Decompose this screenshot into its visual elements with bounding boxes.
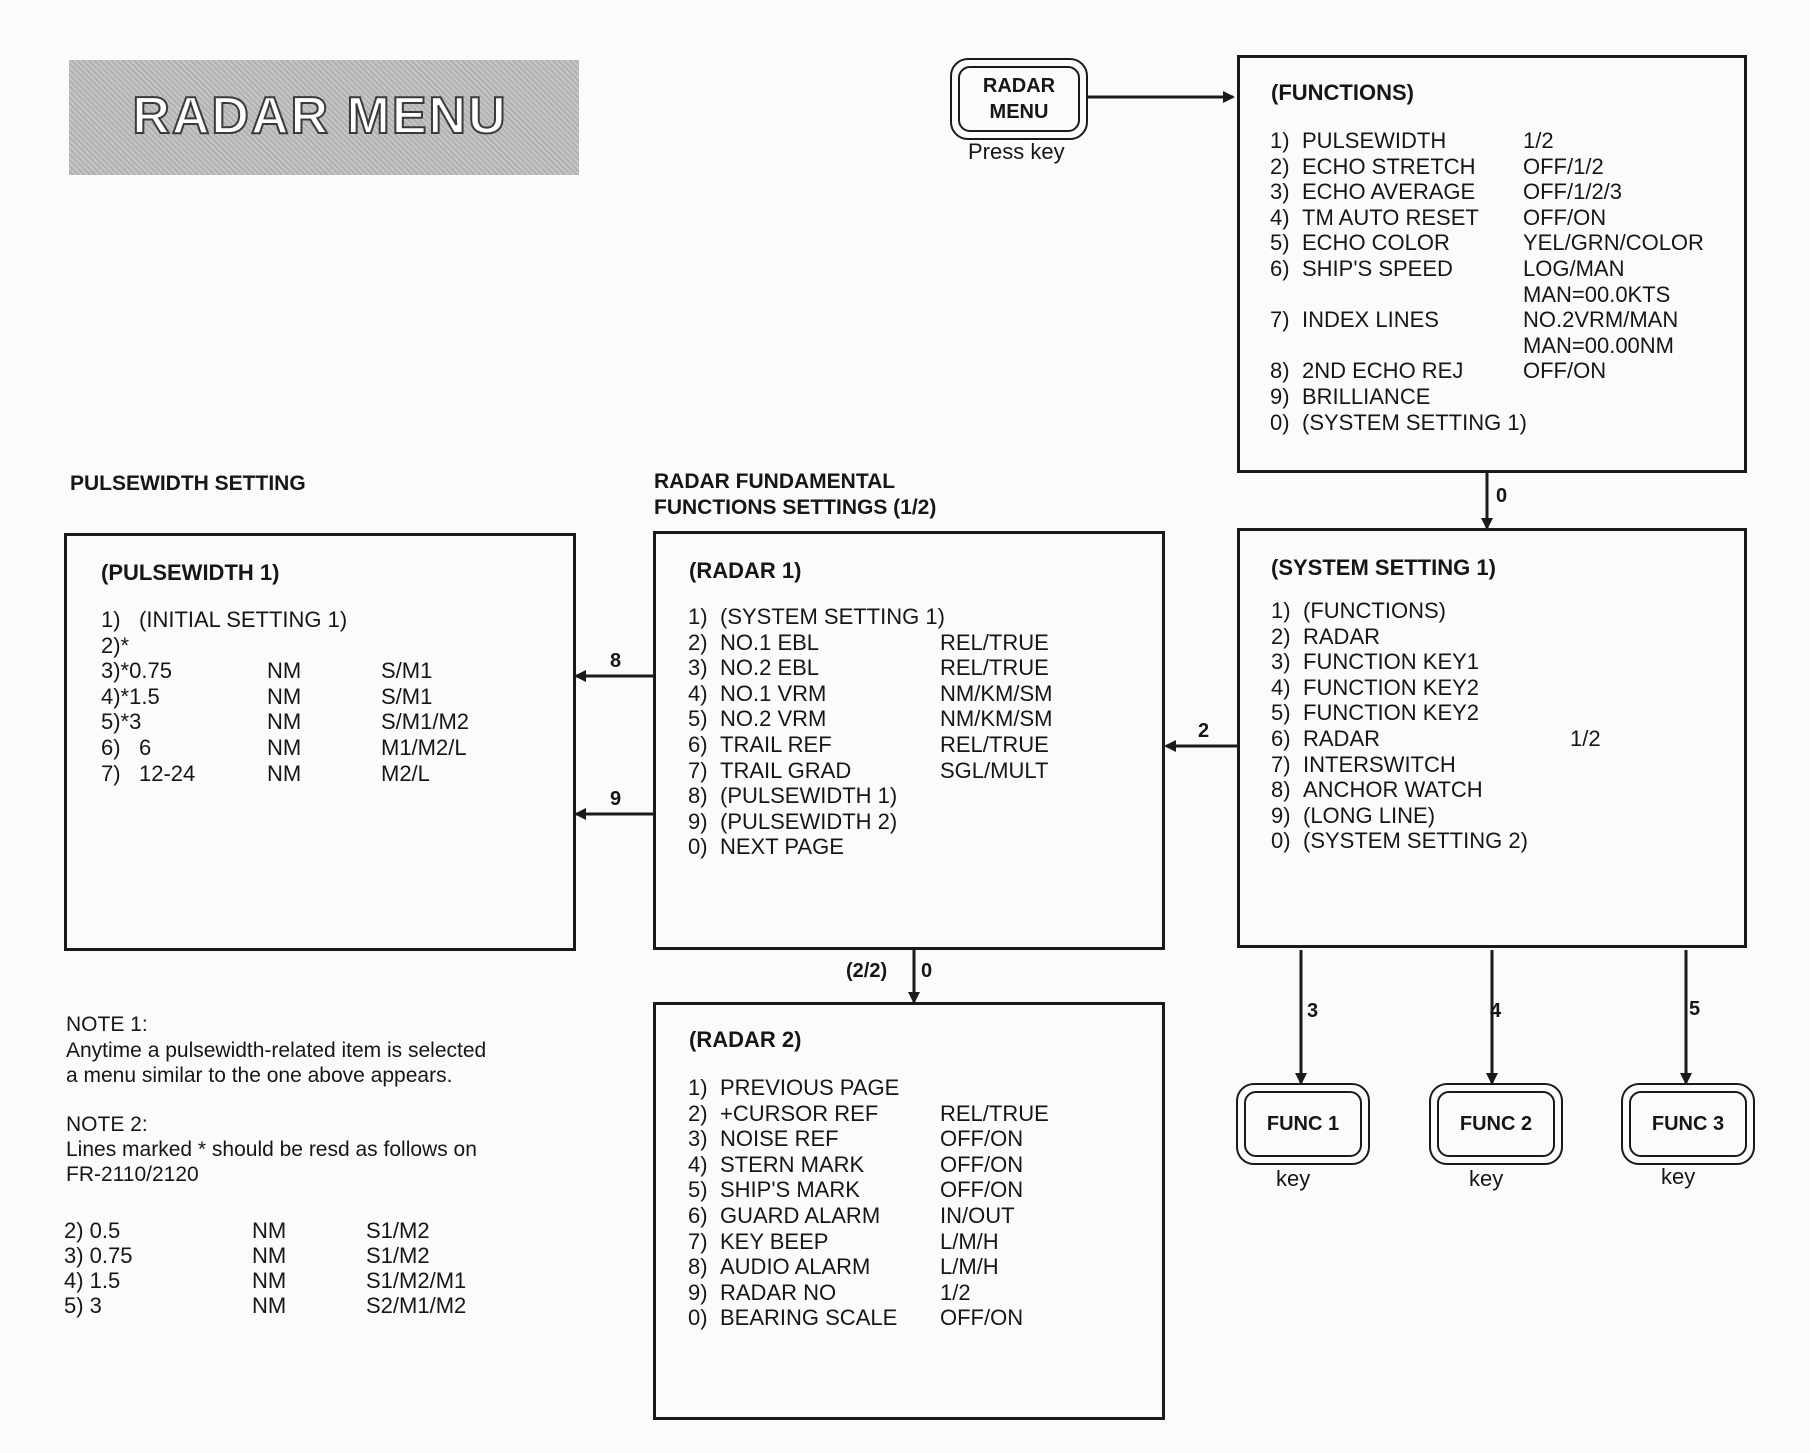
menu-item-value: L/M/H [940,1254,999,1280]
menu-item-mode: M2/L [381,760,430,786]
menu-item-label: NO.2 EBL [720,655,820,681]
menu-item-mode: M1/M2/L [381,735,467,760]
func-2-key[interactable] [1429,1083,1563,1165]
menu-item-label: ECHO AVERAGE [1302,179,1476,205]
menu-item-number: 3) [1270,179,1290,205]
menu-item-number: 4) [688,1151,708,1177]
menu-item-number: 6) [688,732,708,757]
note2-row-number: 3) 0.75 [64,1243,133,1268]
menu-item-number: 0) [688,834,708,860]
menu-item-number: 0) [1271,828,1291,854]
menu-item-value: OFF/ON [1523,358,1607,384]
radar2-menu [653,1002,1165,1420]
radar1-title: (RADAR 1) [689,558,802,583]
menu-item-label: (FUNCTIONS) [1303,598,1446,623]
menu-item-unit: NM [267,658,302,684]
menu-item-label: (LONG LINE) [1303,802,1436,828]
menu-item-number: 0) [1270,409,1290,435]
menu-item-number: 6) [1270,256,1290,281]
note2-row-mode: S2/M1/M2 [366,1293,467,1318]
menu-item-label: (SYSTEM SETTING 1) [1302,409,1527,435]
menu-item-number: 7) [688,1228,708,1254]
func-1-label: FUNC 1 [1266,1113,1340,1135]
system-setting-1-title: (SYSTEM SETTING 1) [1271,555,1496,580]
note2-row-unit: NM [252,1218,287,1243]
note2-row-unit: NM [252,1268,287,1293]
menu-item-value: OFF/ON [940,1151,1024,1177]
menu-item-label: RADAR [1303,726,1381,751]
menu-item-number: 1) [688,604,708,629]
menu-item-number: 9) [1271,802,1291,828]
menu-item-label: RADAR NO [720,1279,837,1305]
menu-item-number: 8) [688,1254,708,1280]
arrow-label-func1: 3 [1307,1000,1319,1022]
menu-item-value: OFF/1/2 [1523,153,1604,179]
menu-item-label: STERN MARK [720,1151,865,1177]
menu-item-label: BEARING SCALE [720,1305,898,1331]
note2-row-mode: S1/M2 [366,1218,430,1243]
menu-item-label: NO.1 VRM [720,680,827,706]
menu-item-label: NEXT PAGE [720,834,844,860]
menu-item-label: PREVIOUS PAGE [720,1075,900,1100]
menu-item-label: (INITIAL SETTING 1) [139,607,348,632]
menu-item-value: OFF/ON [1523,204,1607,230]
menu-item-number: 2) [1271,623,1291,649]
menu-item-value: 1/2 [1570,726,1601,751]
menu-item-label: 2ND ECHO REJ [1302,358,1464,384]
menu-item-mode: S/M1 [381,683,433,709]
menu-item-number: 5) [688,706,708,732]
menu-item-number: 1) [688,1075,708,1100]
menu-item-unit: NM [267,735,302,760]
arrow-label-functions-system: 0 [1496,485,1508,507]
note1-line2: a menu similar to the one above appears. [66,1064,453,1087]
menu-item-value: OFF/ON [940,1305,1024,1331]
menu-item-number: 2) [688,629,708,655]
menu-item-number: 2) [1270,153,1290,179]
arrow-label-func3: 5 [1689,998,1701,1020]
menu-item-unit: NM [267,709,302,735]
menu-item-number: 4) [1271,674,1291,700]
menu-item-value: 1/2 [940,1279,971,1305]
menu-item-value: REL/TRUE [940,1100,1049,1126]
menu-item-value: NO.2VRM/MAN [1523,307,1679,333]
menu-item-value: NM/KM/SM [940,706,1053,732]
menu-item-mode: S/M1 [381,658,433,684]
func-3-key[interactable] [1621,1083,1755,1165]
menu-item-number: 3) [688,1126,708,1152]
menu-item-label: KEY BEEP [720,1228,829,1254]
menu-item-label: ANCHOR WATCH [1303,777,1483,803]
note1-line1: Anytime a pulsewidth-related item is selected [66,1039,487,1062]
menu-item-value: YEL/GRN/COLOR [1523,230,1704,256]
menu-item-number: 2)* [101,632,130,658]
menu-item-label: ECHO STRETCH [1302,153,1476,179]
note2-row-number: 4) 1.5 [64,1268,121,1293]
menu-item-number: 8) [1270,358,1290,384]
func-1-caption: key [1276,1166,1311,1191]
menu-item-number: 5) [1270,230,1290,256]
arrow-label-radar1-pulse-9: 9 [610,788,622,810]
note2-row-mode: S1/M2/M1 [366,1268,467,1293]
menu-item-number: 7) [1271,751,1291,777]
menu-item-label: SHIP'S SPEED [1302,256,1453,281]
radar-key-line1: RADAR [982,75,1056,97]
menu-item-number: 7) [688,757,708,783]
menu-item-label: SHIP'S MARK [720,1177,860,1203]
menu-item-value: REL/TRUE [940,732,1049,757]
menu-item-label: (SYSTEM SETTING 2) [1303,828,1528,854]
menu-item-unit: NM [267,760,302,786]
menu-item-label: ECHO COLOR [1302,230,1450,256]
system-setting-1-menu [1237,528,1747,948]
menu-item-number: 1) [1270,128,1290,153]
menu-item-number: 5) [688,1177,708,1203]
arrow-label-radar1-pulse-8: 8 [610,650,622,672]
functions-title: (FUNCTIONS) [1271,80,1414,105]
menu-item-number: 6) [101,735,121,760]
func-2-caption: key [1469,1166,1504,1191]
func-3-label: FUNC 3 [1651,1113,1725,1135]
menu-item-label: NO.2 VRM [720,706,827,732]
menu-item-label: 12-24 [139,760,196,786]
menu-item-number: 4) [688,680,708,706]
menu-item-number: 1) [1271,598,1291,623]
menu-item-value: MAN=00.00NM [1523,332,1675,358]
func-2-label: FUNC 2 [1459,1113,1533,1135]
pulsewidth1-title: (PULSEWIDTH 1) [101,560,280,585]
menu-item-value: OFF/1/2/3 [1523,179,1623,205]
menu-item-number: 1) [101,607,121,632]
menu-item-value: SGL/MULT [940,757,1049,783]
menu-item-value: REL/TRUE [940,655,1049,681]
arrow-label-radar2-key: 0 [921,960,933,982]
menu-item-number: 4)*1.5 [101,683,160,709]
radar1-heading-line1: RADAR FUNDAMENTAL [654,470,896,493]
functions-menu [1237,55,1747,473]
menu-item-value: 1/2 [1523,128,1554,153]
radar2-title: (RADAR 2) [689,1027,802,1052]
menu-item-number: 9) [688,808,708,834]
note2-row-unit: NM [252,1293,287,1318]
menu-item-value: OFF/ON [940,1126,1024,1152]
menu-item-value: REL/TRUE [940,629,1049,655]
arrow-label-func2: 4 [1490,1000,1502,1022]
menu-item-number: 6) [688,1203,708,1228]
menu-item-unit: NM [267,683,302,709]
menu-item-label: FUNCTION KEY2 [1303,674,1480,700]
menu-item-number: 3) [688,655,708,681]
menu-item-mode: S/M1/M2 [381,709,470,735]
radar-key-caption: Press key [968,139,1065,164]
note2-line1: Lines marked * should be resd as follows on [66,1138,477,1161]
menu-item-number: 5)*3 [101,709,142,735]
menu-item-label: RADAR [1303,623,1381,649]
menu-item-number: 7) [1270,307,1290,333]
menu-item-label: TRAIL REF [720,732,832,757]
menu-item-label: TRAIL GRAD [720,757,852,783]
menu-item-number: 4) [1270,204,1290,230]
menu-item-label: NOISE REF [720,1126,839,1152]
menu-item-label: INDEX LINES [1302,307,1439,333]
menu-item-label: INTERSWITCH [1303,751,1456,777]
menu-item-number: 3) [1271,649,1291,675]
menu-item-label: BRILLIANCE [1302,384,1431,409]
pulsewidth-heading: PULSEWIDTH SETTING [70,472,306,495]
radar-key-line2: MENU [989,101,1049,123]
menu-item-label: PULSEWIDTH [1302,128,1447,153]
menu-item-label: TM AUTO RESET [1302,204,1479,230]
note2-title: NOTE 2: [66,1113,148,1136]
menu-item-value: LOG/MAN [1523,256,1625,281]
menu-item-value: NM/KM/SM [940,680,1053,706]
menu-item-number: 7) [101,760,121,786]
menu-item-number: 8) [688,783,708,809]
menu-item-value: IN/OUT [940,1203,1015,1228]
menu-item-number: 6) [1271,726,1291,751]
note2-row-mode: S1/M2 [366,1243,430,1268]
menu-item-number: 5) [1271,700,1291,726]
page-title: RADAR MENU [132,87,508,145]
note1-title: NOTE 1: [66,1013,148,1036]
menu-item-label: FUNCTION KEY1 [1303,649,1480,675]
radar1-heading-line2: FUNCTIONS SETTINGS (1/2) [654,496,937,519]
radar1-menu [653,531,1165,950]
menu-item-value: MAN=00.0KTS [1523,281,1671,307]
menu-item-label: (SYSTEM SETTING 1) [720,604,945,629]
menu-item-label: GUARD ALARM [720,1203,881,1228]
menu-item-label: 6 [139,735,152,760]
arrow-label-system-radar1: 2 [1198,720,1210,742]
menu-item-number: 0) [688,1305,708,1331]
menu-item-number: 9) [1270,384,1290,409]
menu-item-label: AUDIO ALARM [720,1254,871,1280]
menu-item-value: L/M/H [940,1228,999,1254]
func-3-caption: key [1661,1164,1696,1189]
menu-item-label: +CURSOR REF [720,1100,879,1126]
note2-row-number: 5) 3 [64,1293,102,1318]
menu-item-label: (PULSEWIDTH 2) [720,808,898,834]
menu-item-number: 8) [1271,777,1291,803]
arrow-label-radar2-page: (2/2) [846,960,888,982]
func-1-key[interactable] [1236,1083,1370,1165]
menu-item-number: 3)*0.75 [101,658,172,684]
note2-row-number: 2) 0.5 [64,1218,121,1243]
menu-item-number: 9) [688,1279,708,1305]
menu-item-number: 2) [688,1100,708,1126]
note2-row-unit: NM [252,1243,287,1268]
note2-line2: FR-2110/2120 [66,1163,199,1186]
menu-item-label: FUNCTION KEY2 [1303,700,1480,726]
menu-item-label: (PULSEWIDTH 1) [720,783,898,809]
menu-item-value: OFF/ON [940,1177,1024,1203]
menu-item-label: NO.1 EBL [720,629,820,655]
pulsewidth1-menu [64,533,576,951]
